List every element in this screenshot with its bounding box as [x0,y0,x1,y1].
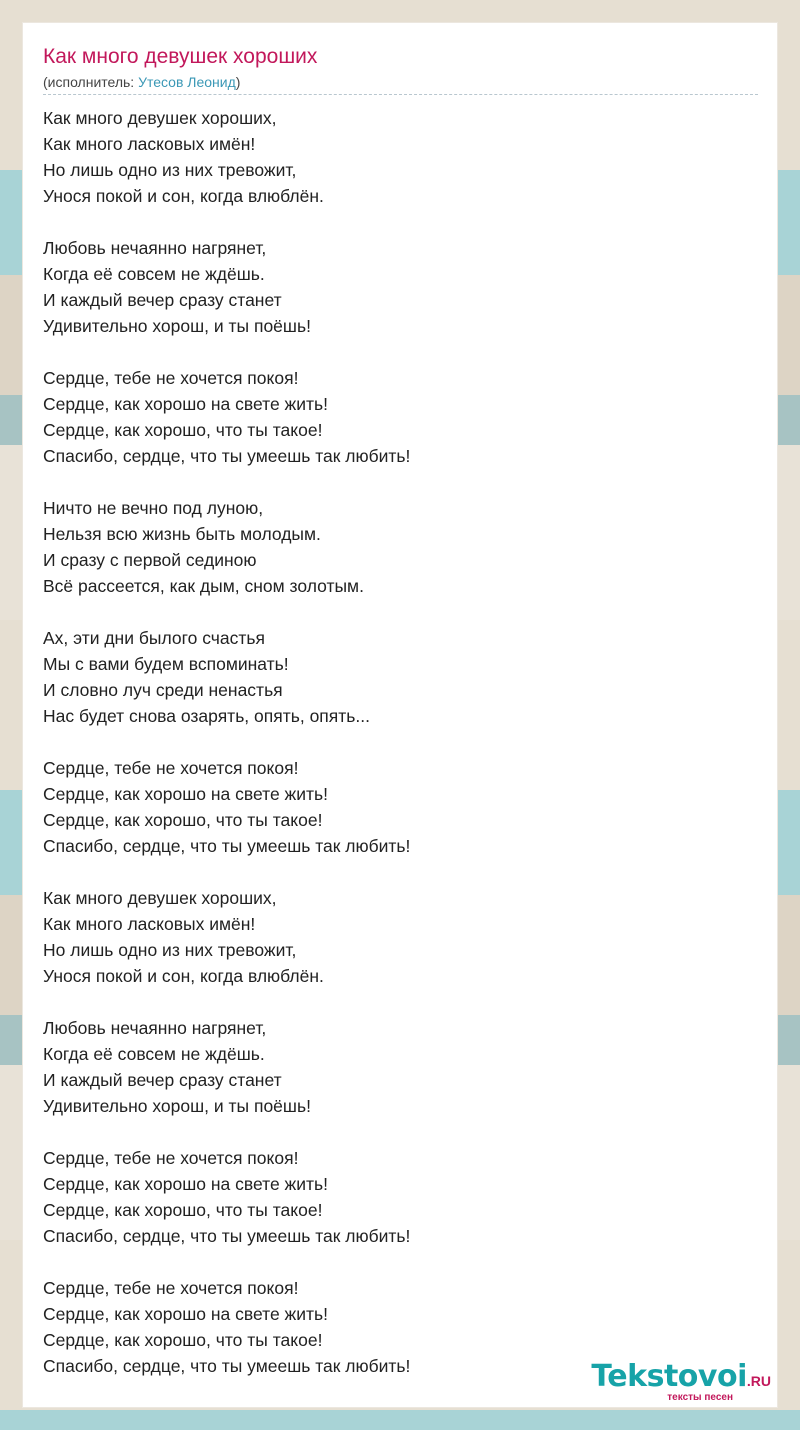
lyric-line: Когда её совсем не ждёшь. [43,264,265,284]
stanza [43,1015,743,1119]
lyric-line: Но лишь одно из них тревожит, [43,160,297,180]
song-title: Как много девушек хороших [43,45,318,68]
lyric-line: Но лишь одно из них тревожит, [43,940,297,960]
artist-link[interactable]: Утесов Леонид [138,74,236,90]
lyric-line: Удивительно хорош, и ты поёшь! [43,316,311,336]
stanza [43,495,743,599]
lyric-line: Сердце, как хорошо на свете жить! [43,784,329,804]
lyric-line: Ах, эти дни былого счастья [43,628,265,648]
lyric-line: Сердце, тебе не хочется покоя! [43,1278,299,1298]
stanza [43,365,743,469]
lyric-line: Унося покой и сон, когда влюблён. [43,186,324,206]
lyric-line: Как много девушек хороших, [43,108,277,128]
lyric-line: Сердце, как хорошо, что ты такое! [43,810,323,830]
lyric-line: Спасибо, сердце, что ты умеешь так любить! [43,836,411,856]
lyric-line: И словно луч среди ненастья [43,680,283,700]
stanza [43,625,743,729]
lyric-line: И сразу с первой сединою [43,550,257,570]
lyric-line: Любовь нечаянно нагрянет, [43,1018,267,1038]
logo-tagline: тексты песен [667,1392,733,1403]
logo-tld: .RU [746,1373,771,1389]
lyric-line: Унося покой и сон, когда влюблён. [43,966,324,986]
lyric-line: Как много девушек хороших, [43,888,277,908]
lyrics-card [22,22,778,1408]
lyric-line: Сердце, как хорошо, что ты такое! [43,420,323,440]
lyric-line: Всё рассеется, как дым, сном золотым. [43,576,364,596]
lyric-line: Сердце, как хорошо, что ты такое! [43,1330,323,1350]
lyrics-text [43,105,743,1405]
lyric-line: Сердце, как хорошо на свете жить! [43,1174,329,1194]
lyric-line: И каждый вечер сразу станет [43,1070,282,1090]
lyric-line: Как много ласковых имён! [43,914,256,934]
artist-suffix: ) [235,74,241,90]
stanza [43,105,743,209]
stanza [43,1145,743,1249]
artist-prefix: (исполнитель: [43,74,139,90]
lyric-line: Мы с вами будем вспоминать! [43,654,289,674]
lyric-line: Сердце, тебе не хочется покоя! [43,758,299,778]
lyric-line: Сердце, тебе не хочется покоя! [43,368,299,388]
stanza [43,885,743,989]
lyric-line: Сердце, тебе не хочется покоя! [43,1148,299,1168]
lyric-line: Нельзя всю жизнь быть молодым. [43,524,321,544]
lyric-line: Сердце, как хорошо на свете жить! [43,1304,329,1324]
lyric-line: Сердце, как хорошо, что ты такое! [43,1200,323,1220]
stanza [43,755,743,859]
lyric-line: Спасибо, сердце, что ты умеешь так любить! [43,1226,411,1246]
lyric-line: Любовь нечаянно нагрянет, [43,238,267,258]
lyric-line: Как много ласковых имён! [43,134,256,154]
stanza [43,235,743,339]
logo-name: Tekstovoi [591,1359,747,1394]
lyric-line: Удивительно хорош, и ты поёшь! [43,1096,311,1116]
lyric-line: Нас будет снова озарять, опять, опять... [43,706,370,726]
lyric-line: И каждый вечер сразу станет [43,290,282,310]
lyric-line: Сердце, как хорошо на свете жить! [43,394,329,414]
lyric-line: Спасибо, сердце, что ты умеешь так любить! [43,446,411,466]
lyric-line: Спасибо, сердце, что ты умеешь так любить! [43,1356,411,1376]
lyric-line: Когда её совсем не ждёшь. [43,1044,265,1064]
site-logo[interactable] [541,1361,771,1403]
artist-line [43,74,758,95]
lyric-line: Ничто не вечно под луною, [43,498,264,518]
